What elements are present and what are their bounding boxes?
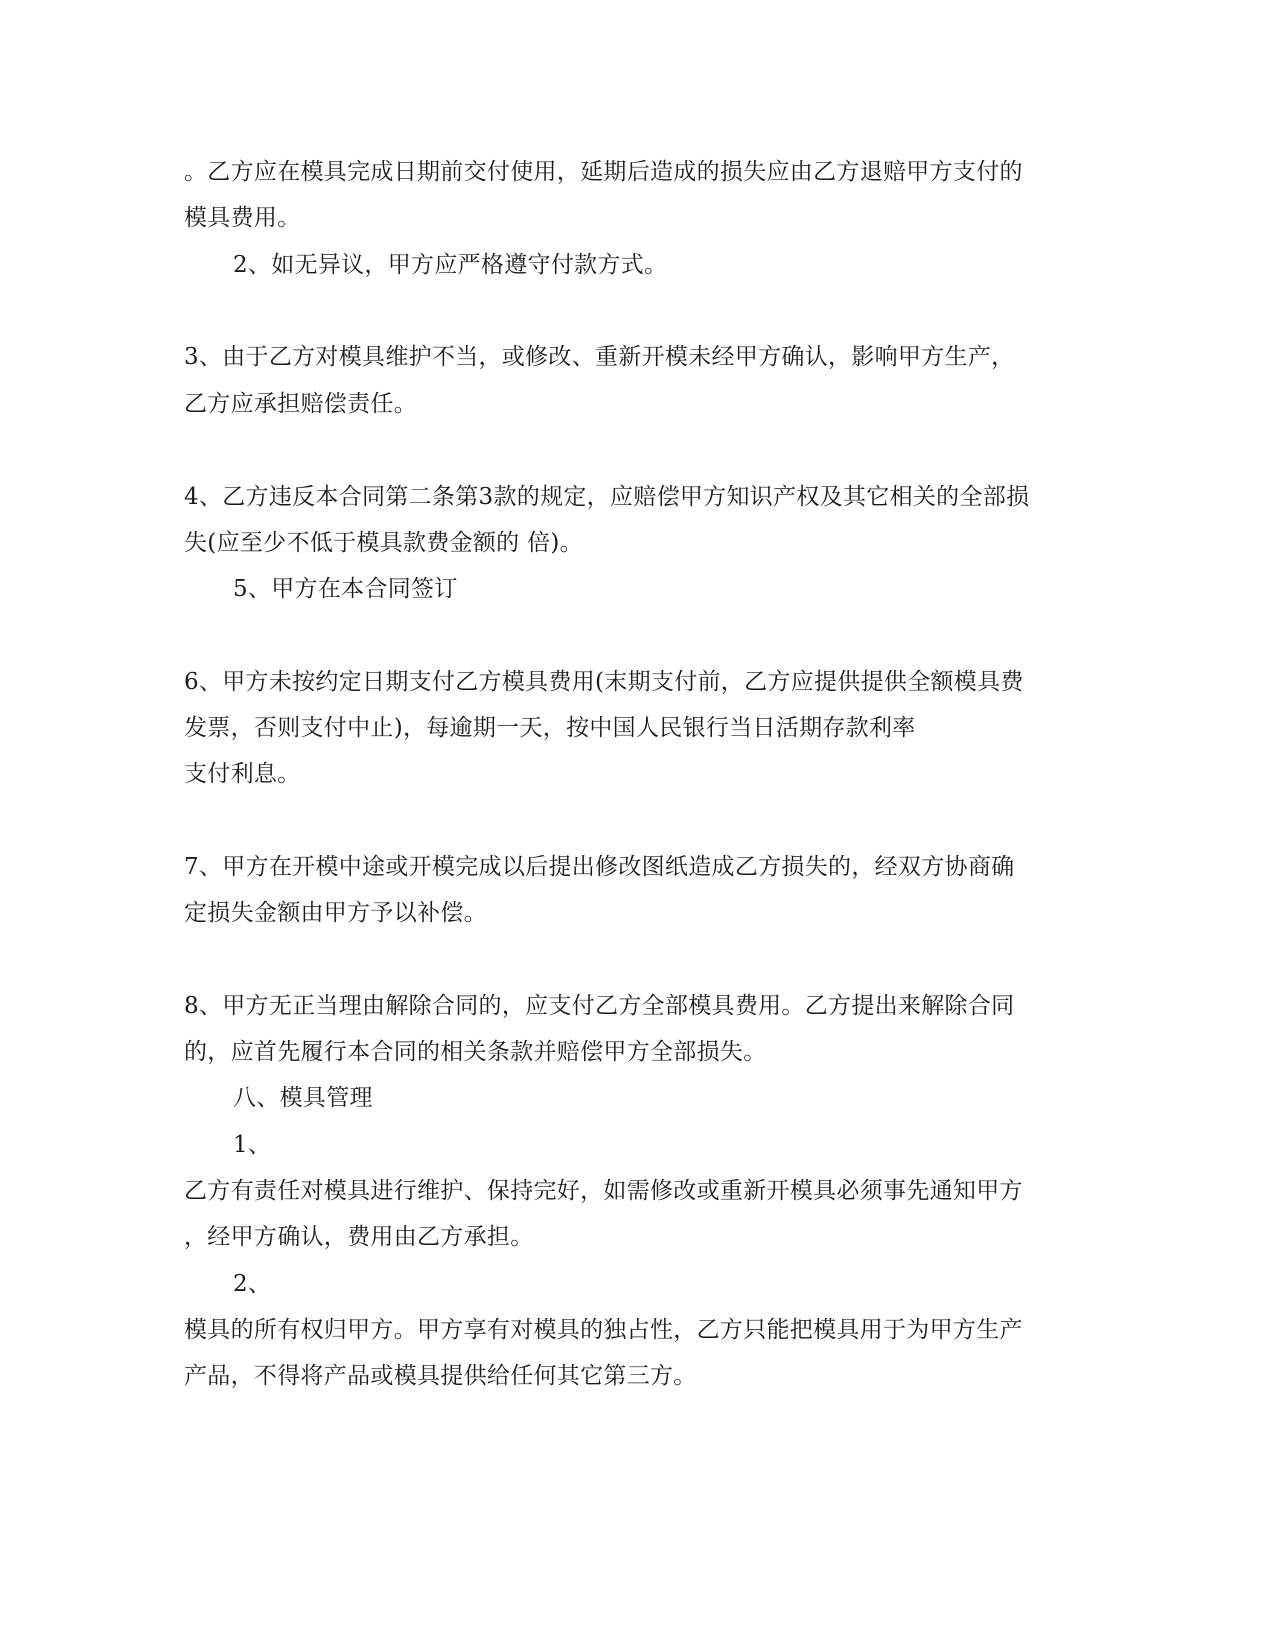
text-line: 定损失金额由甲方予以补偿。 xyxy=(184,900,487,926)
text-line: 乙方应承担赔偿责任。 xyxy=(184,391,417,417)
text-line: 产品，不得将产品或模具提供给任何其它第三方。 xyxy=(184,1363,697,1389)
text-line: ，经甲方确认，费用由乙方承担。 xyxy=(184,1224,534,1250)
text-line: 2、如无异议，甲方应严格遵守付款方式。 xyxy=(233,252,668,278)
text-line: 乙方有责任对模具进行维护、保持完好，如需修改或重新开模具必须事先通知甲方 xyxy=(184,1178,1023,1204)
text-line: 4、乙方违反本合同第二条第3款的规定，应赔偿甲方知识产权及其它相关的全部损 xyxy=(184,484,1030,510)
text-line: 7、甲方在开模中途或开模完成以后提出修改图纸造成乙方损失的，经双方协商确 xyxy=(184,854,1015,880)
text-line: 5、甲方在本合同签订 xyxy=(233,576,458,602)
text-line: 的，应首先履行本合同的相关条款并赔偿甲方全部损失。 xyxy=(184,1039,767,1065)
text-line: 6、甲方未按约定日期支付乙方模具费用(末期支付前，乙方应提供提供全额模具费 xyxy=(184,669,1024,695)
text-line: 。乙方应在模具完成日期前交付使用，延期后造成的损失应由乙方退赔甲方支付的 xyxy=(184,159,1023,185)
text-line: 模具的所有权归甲方。甲方享有对模具的独占性，乙方只能把模具用于为甲方生产 xyxy=(184,1317,1023,1343)
text-line: 发票，否则支付中止)，每逾期一天，按中国人民银行当日活期存款利率 xyxy=(184,715,916,741)
text-line: 8、甲方无正当理由解除合同的，应支付乙方全部模具费用。乙方提出来解除合同 xyxy=(184,993,1015,1019)
text-line: 失(应至少不低于模具款费金额的 倍)。 xyxy=(184,530,583,556)
text-line: 3、由于乙方对模具维护不当，或修改、重新开模未经甲方确认，影响甲方生产， xyxy=(184,344,1015,370)
text-line: 2、 xyxy=(233,1271,272,1297)
text-line: 支付利息。 xyxy=(184,761,301,787)
text-line: 1、 xyxy=(233,1132,272,1158)
text-line: 模具费用。 xyxy=(184,205,301,231)
section-heading: 八、模具管理 xyxy=(233,1085,373,1111)
